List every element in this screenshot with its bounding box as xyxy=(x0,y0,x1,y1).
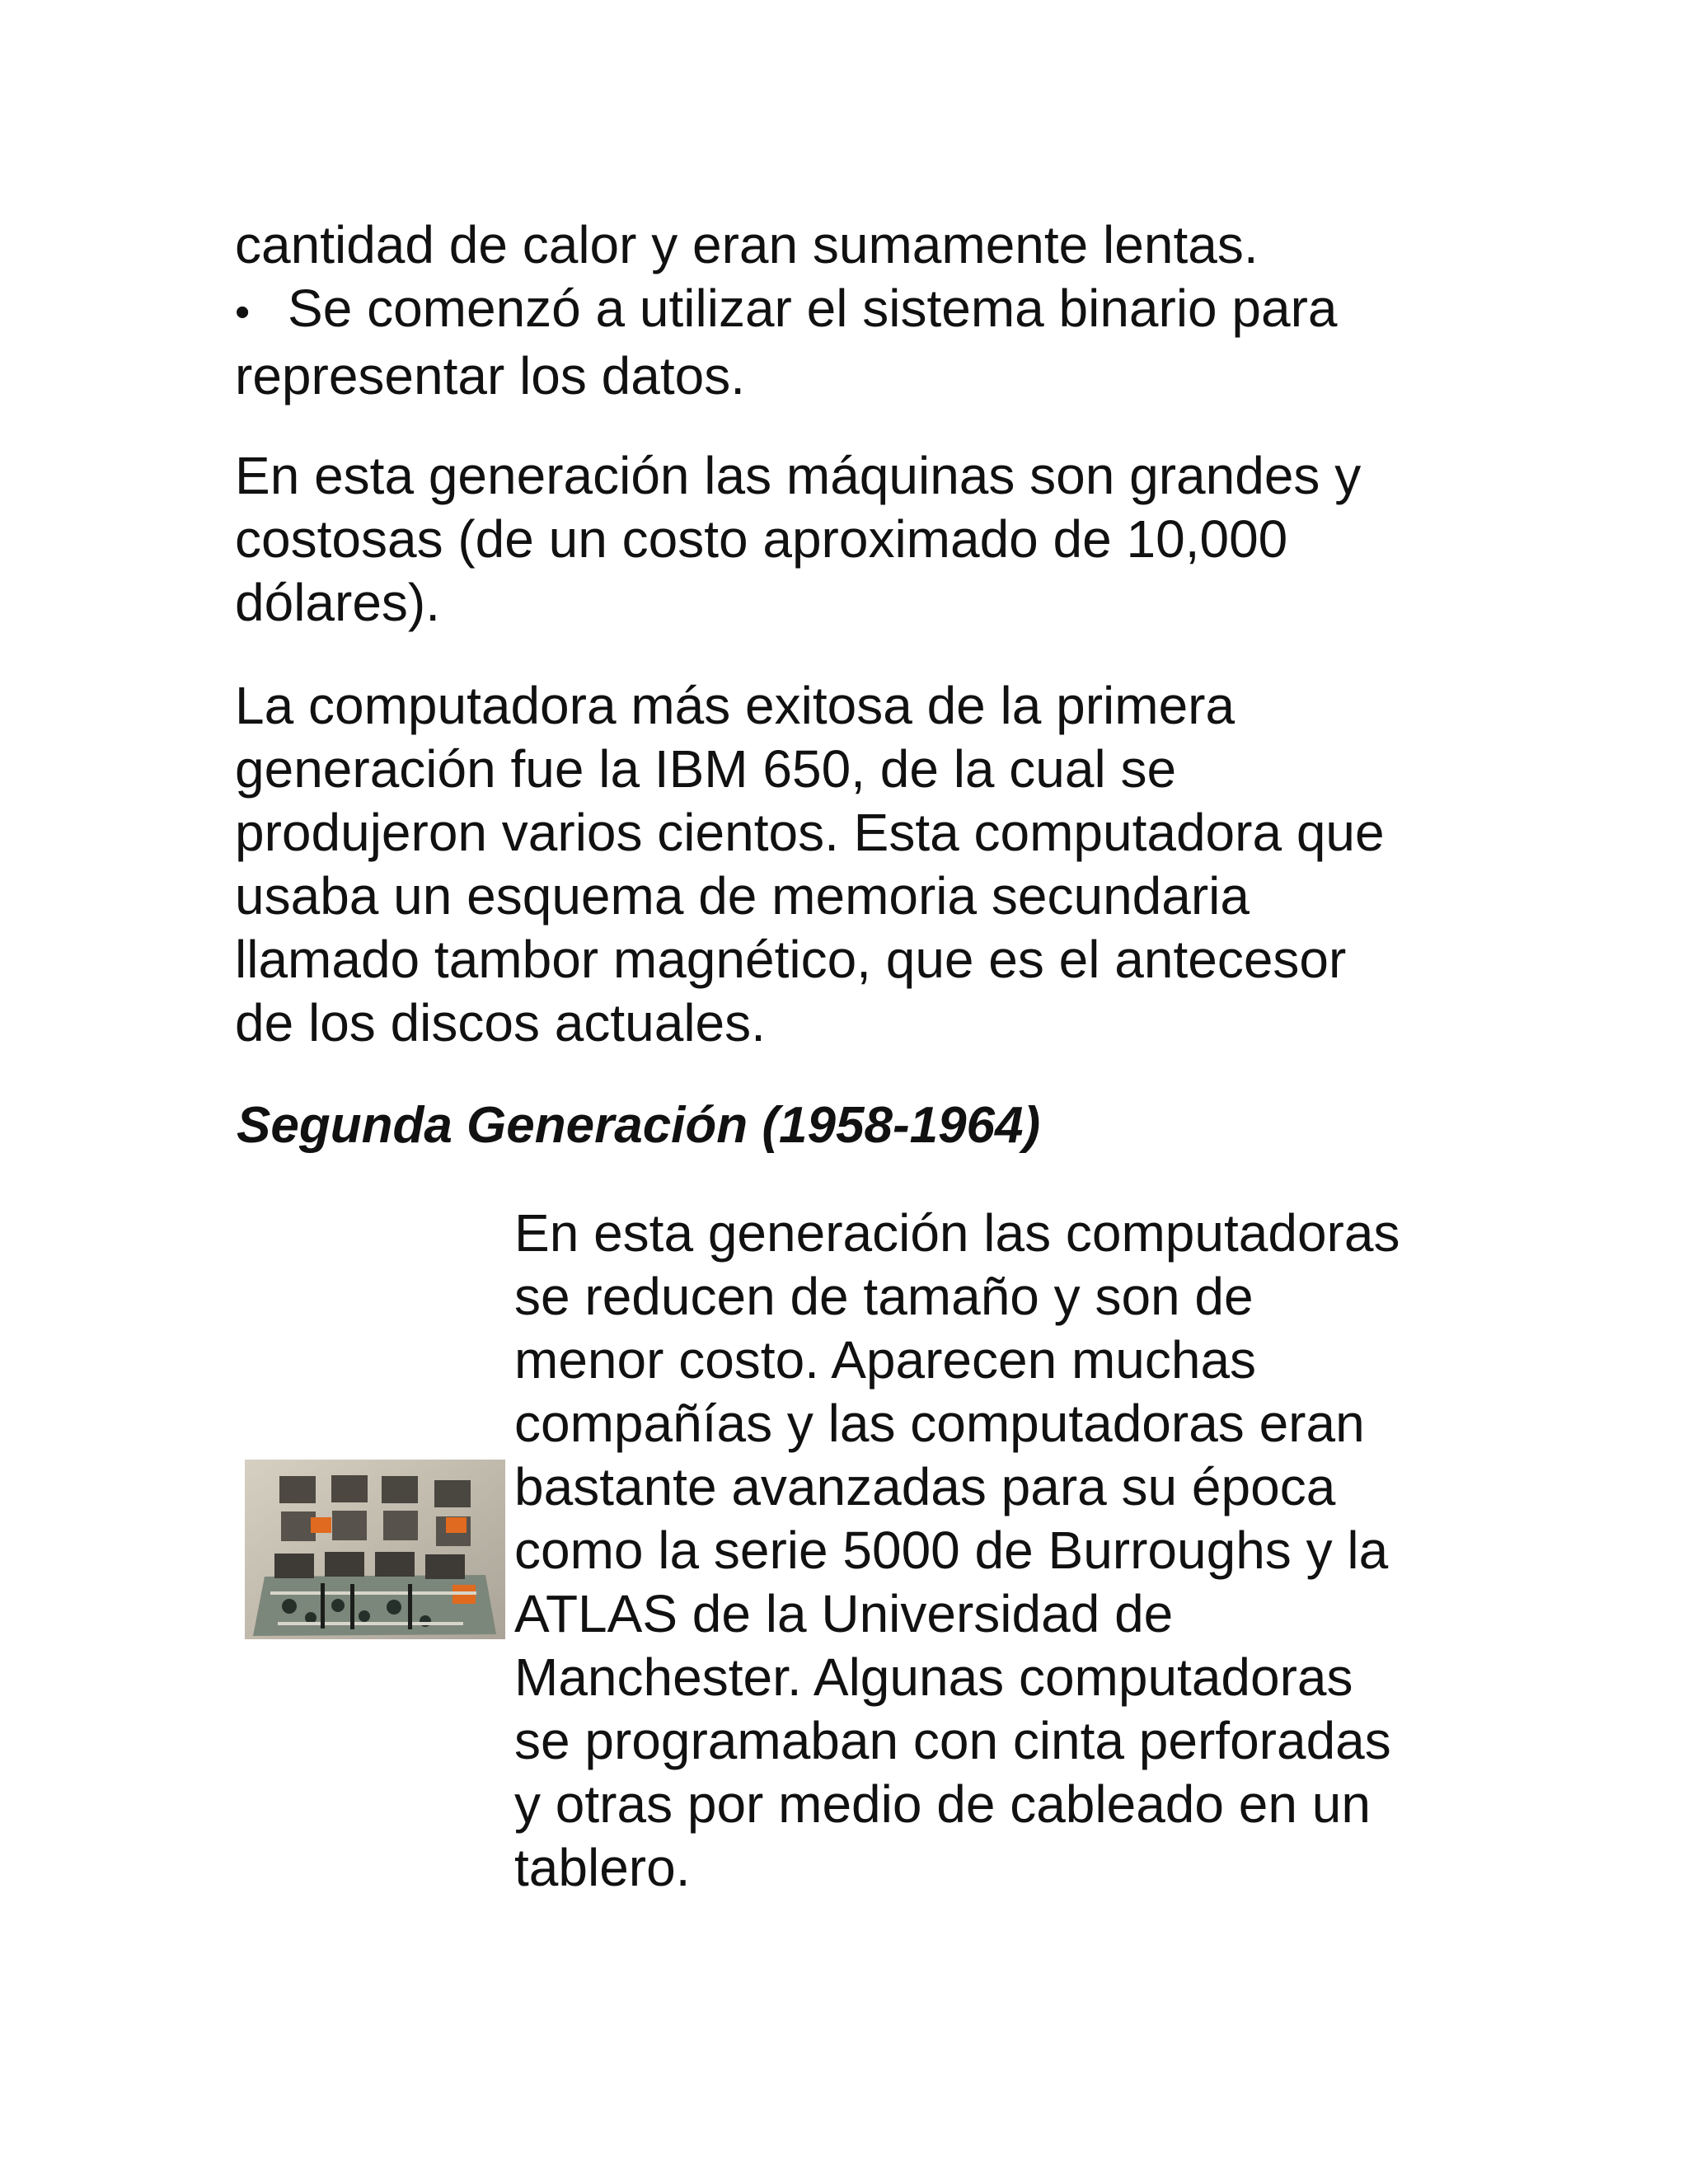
bullet-marker: • xyxy=(235,288,251,336)
text-line: y otras por medio de cableado en un xyxy=(514,1774,1371,1834)
text-line: ATLAS de la Universidad de xyxy=(514,1584,1174,1643)
text-line: En esta generación las computadoras xyxy=(514,1203,1400,1263)
text-line: compañías y las computadoras eran xyxy=(514,1394,1365,1453)
text-line: La computadora más exitosa de la primera xyxy=(235,676,1236,735)
bullet-item-text: Se comenzó a utilizar el sistema binario para xyxy=(288,279,1338,338)
text-line: costosas (de un costo aproximado de 10,000 xyxy=(235,509,1288,569)
bullet-list-item xyxy=(235,277,1455,344)
circuit-board-illustration xyxy=(245,1460,505,1639)
text-line: generación fue la IBM 650, de la cual se xyxy=(235,739,1177,799)
text-line: de los discos actuales. xyxy=(235,993,766,1052)
section-heading: Segunda Generación (1958-1964) xyxy=(237,1097,1041,1154)
text-line: tablero. xyxy=(514,1838,691,1897)
text-line: bastante avanzadas para su época xyxy=(514,1457,1336,1516)
circuit-board-image xyxy=(245,1460,505,1639)
text-line: como la serie 5000 de Burroughs y la xyxy=(514,1521,1389,1580)
text-line: menor costo. Aparecen muchas xyxy=(514,1330,1257,1390)
text-line: produjeron varios cientos. Esta computadora que xyxy=(235,803,1385,862)
bullet-item-continuation: representar los datos. xyxy=(235,346,745,405)
text-line: cantidad de calor y eran sumamente lentas. xyxy=(235,215,1259,274)
second-generation-paragraph xyxy=(514,1202,1470,1900)
text-line: se programaban con cinta perforadas xyxy=(514,1711,1391,1770)
text-line: usaba un esquema de memoria secundaria xyxy=(235,866,1250,926)
text-line: Manchester. Algunas computadoras xyxy=(514,1647,1353,1707)
text-line: En esta generación las máquinas son grandes y xyxy=(235,446,1362,505)
text-line: dólares). xyxy=(235,573,440,632)
machine-cost-paragraph xyxy=(235,444,1455,635)
ibm-650-paragraph xyxy=(235,674,1455,1055)
text-line: llamado tambor magnético, que es el antecesor xyxy=(235,930,1347,989)
intro-text-block xyxy=(235,213,1455,408)
text-line: se reducen de tamaño y son de xyxy=(514,1267,1254,1326)
